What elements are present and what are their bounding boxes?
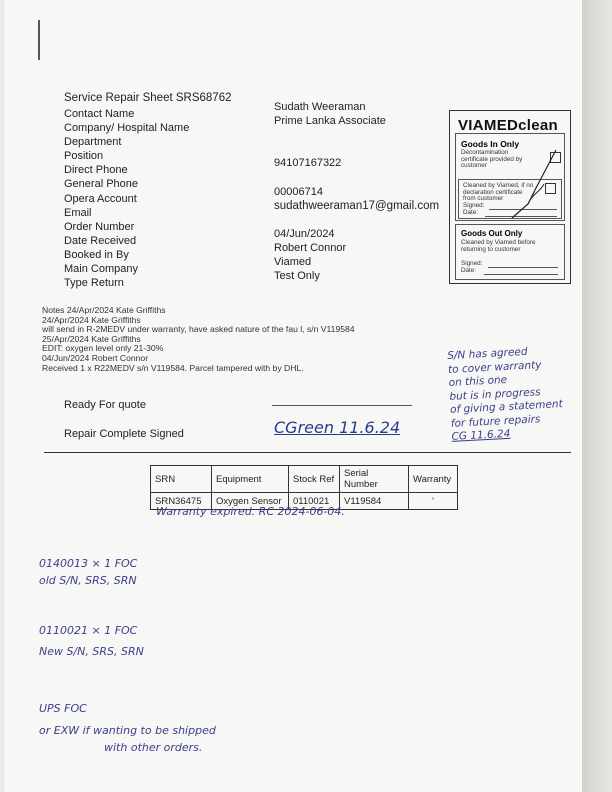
hw-note-line: but is in progress xyxy=(449,385,541,403)
viamed-clean-box xyxy=(449,110,571,284)
field-label: Contact Name xyxy=(64,108,135,120)
repair-complete-label: Repair Complete Signed xyxy=(64,428,184,440)
background-surface xyxy=(582,0,612,792)
goods-in-text: Decontamination certificate provided by customer xyxy=(461,149,523,169)
field-label: Company/ Hospital Name xyxy=(64,122,190,135)
hw-note-line: S/N has agreed xyxy=(447,345,528,362)
handwritten-line: New S/N, SRS, SRN xyxy=(39,645,144,658)
handwritten-warranty-expired: Warranty expired. RC 2024-06-04. xyxy=(156,505,345,518)
type-return-value: Test Only xyxy=(274,270,320,283)
field-label: Email xyxy=(64,206,92,219)
goods-out-title: Goods Out Only xyxy=(461,229,523,238)
field-label: Main Company xyxy=(64,263,138,276)
handwritten-line: with other orders. xyxy=(104,741,203,754)
direct-phone-value: 94107167322 xyxy=(274,157,342,170)
note-line: 24/Apr/2024 Kate Griffiths xyxy=(42,314,141,325)
cleaned-text: Cleaned by Viamed, if no declaration certificate from customer xyxy=(463,182,534,203)
goods-out-box xyxy=(455,224,565,280)
note-line: Received 1 x R22MEDV s/n V119584. Parcel tampered with by DHL. xyxy=(42,362,304,373)
contact-name-value: Sudath Weeraman xyxy=(274,101,366,113)
table-header-row xyxy=(151,466,458,493)
main-company-value: Viamed xyxy=(274,256,312,269)
table-header: Warranty xyxy=(409,466,458,493)
out-date-label: Date: xyxy=(461,267,477,274)
goods-in-box xyxy=(455,133,565,221)
table-cell: SRN36475 xyxy=(151,493,212,510)
table-cell: ' xyxy=(409,493,458,510)
handwritten-line: 0110021 × 1 FOC xyxy=(39,624,138,637)
note-line: 04/Jun/2024 Robert Connor xyxy=(42,352,149,363)
field-label: Direct Phone xyxy=(64,164,128,177)
date-received-value: 04/Jun/2024 xyxy=(274,227,335,240)
cleaned-signed-label: Signed: xyxy=(463,202,485,209)
handwritten-line: old S/N, SRS, SRN xyxy=(39,574,137,587)
hw-note-line: CG 11.6.24 xyxy=(451,427,511,443)
table-header: Serial Number xyxy=(340,466,409,493)
diagonal-strike-icon xyxy=(502,148,560,220)
field-label: Department xyxy=(64,136,122,149)
sheet-title: Service Repair Sheet SRS68762 xyxy=(64,92,232,104)
pen-mark xyxy=(38,20,40,60)
field-label: Opera Account xyxy=(64,192,137,205)
field-label: Booked in By xyxy=(64,248,129,261)
note-line: 25/Apr/2024 Kate Griffiths xyxy=(42,333,141,344)
handwritten-warranty-note xyxy=(447,344,564,444)
goods-out-text: Cleaned by Viamed before returning to customer xyxy=(461,239,536,253)
hw-note-line: on this one xyxy=(448,373,508,389)
field-values xyxy=(274,100,439,283)
note-line: Notes 24/Apr/2024 Kate Griffiths xyxy=(42,305,166,315)
ready-signature-line xyxy=(272,405,412,406)
field-labels xyxy=(64,107,189,290)
notes-block xyxy=(42,306,355,373)
table-cell: 0110021 xyxy=(289,493,340,510)
equipment-table xyxy=(150,465,458,510)
hw-note-line: for future repairs xyxy=(450,412,541,430)
hw-note-line: to cover warranty xyxy=(447,358,542,376)
service-sheet-page xyxy=(4,0,582,792)
field-label: Position xyxy=(64,150,104,163)
out-signed-label: Signed: xyxy=(461,260,483,267)
hw-note-line: of giving a statement xyxy=(449,398,563,416)
cleaned-date-label: Date: xyxy=(463,209,479,216)
table-cell: Oxygen Sensor xyxy=(212,493,289,510)
handwritten-line: UPS FOC xyxy=(39,702,87,715)
opera-account-value: 00006714 xyxy=(274,185,323,198)
company-value: Prime Lanka Associate xyxy=(274,115,386,128)
section-divider xyxy=(44,452,571,453)
table-header: Equipment xyxy=(212,466,289,493)
email-value: sudathweeraman17@gmail.com xyxy=(274,199,440,212)
table-header: Stock Ref xyxy=(289,466,340,493)
repair-complete-signature: CGreen 11.6.24 xyxy=(274,418,401,437)
handwritten-line: or EXW if wanting to be shipped xyxy=(39,724,216,737)
table-header: SRN xyxy=(151,466,212,493)
goods-in-title: Goods In Only xyxy=(461,139,520,149)
table-cell: V119584 xyxy=(340,493,409,510)
ready-for-quote-label: Ready For quote xyxy=(64,399,146,411)
field-label: Order Number xyxy=(64,220,135,233)
note-line: EDIT: oxygen level only 21-30% xyxy=(42,343,164,354)
field-label: Type Return xyxy=(64,277,124,290)
note-line: will send in R-2MEDV under warranty, have asked nature of the fau l, s/n V119584 xyxy=(42,324,355,335)
booked-in-by-value: Robert Connor xyxy=(274,241,347,254)
field-label: General Phone xyxy=(64,178,138,191)
handwritten-line: 0140013 × 1 FOC xyxy=(39,557,138,570)
field-label: Date Received xyxy=(64,234,137,247)
viamed-clean-logo: VIAMEDclean xyxy=(458,117,558,134)
